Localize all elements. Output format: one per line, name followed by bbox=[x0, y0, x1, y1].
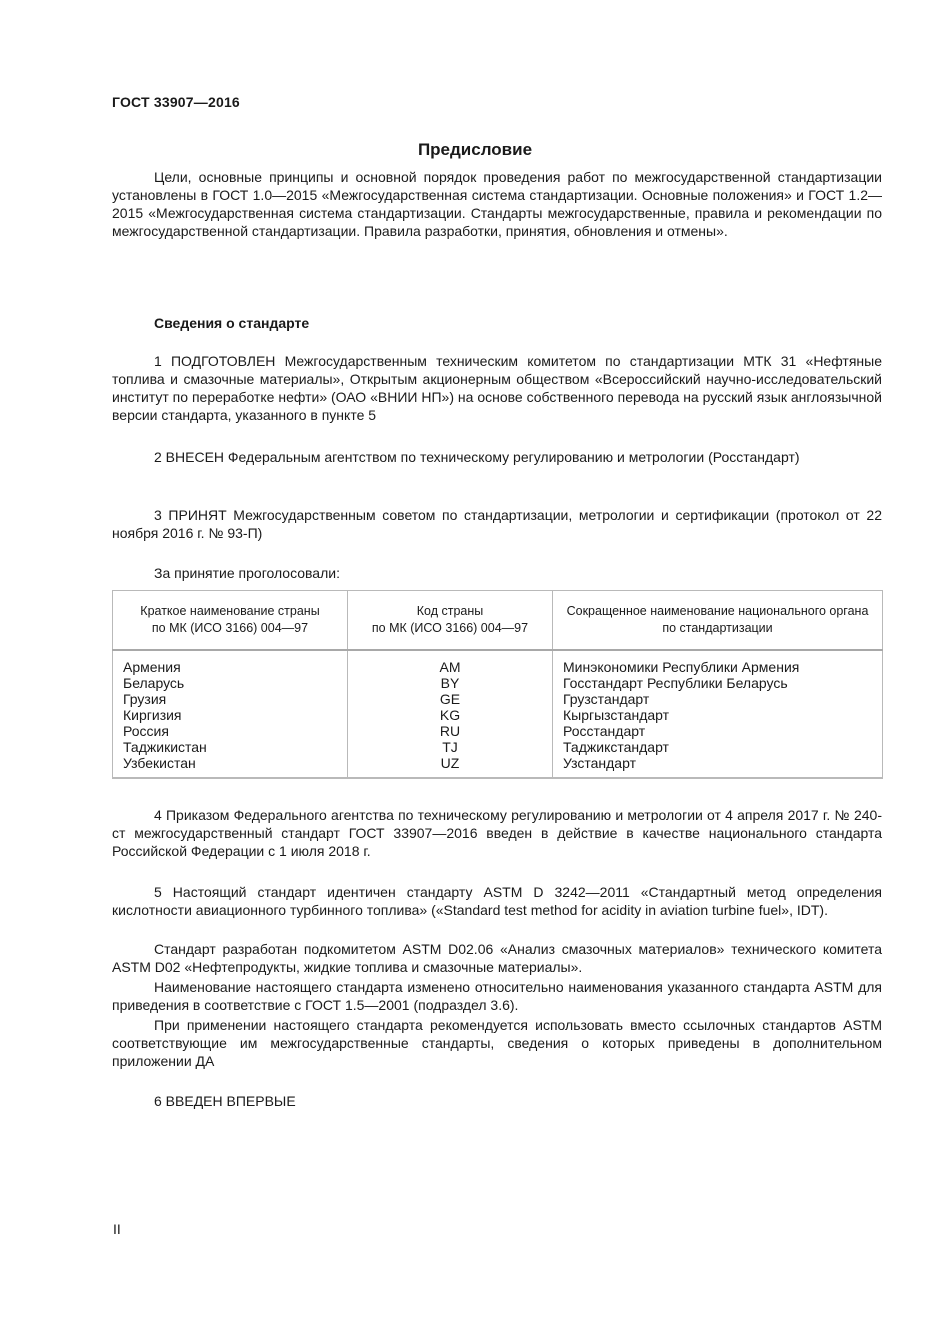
table-cell: Беларусь bbox=[123, 675, 185, 691]
table-cell: BY bbox=[440, 675, 460, 691]
table-cell: Кыргызстандарт bbox=[563, 707, 670, 723]
table-cell: Таджикистан bbox=[123, 739, 207, 755]
item-4-paragraph: 4 Приказом Федерального агентства по техническому регулированию и метрологии от 4 апреля 2017 г. № 240-ст межгосударственный стандарт ГОСТ 33907—2016 введен в действие в качестве национального стандарта Российской Федерации с 1 июля 2018 г. bbox=[112, 807, 882, 859]
country-name-column bbox=[113, 650, 348, 778]
table-cell: UZ bbox=[440, 755, 460, 771]
item-2-paragraph: 2 ВНЕСЕН Федеральным агентством по техническому регулированию и метрологии (Росстандарт) bbox=[154, 449, 800, 465]
page-title: Предисловие bbox=[417, 140, 533, 159]
section-heading: Сведения о стандарте bbox=[154, 315, 310, 331]
item-6-paragraph: 6 ВВЕДЕН ВПЕРВЫЕ bbox=[154, 1093, 296, 1109]
table-cell: Армения bbox=[123, 659, 181, 675]
intro-paragraph: Цели, основные принципы и основной порядок проведения работ по межгосударственной стандартизации установлены в ГОСТ 1.0—2015 «Межгосударственная система стандартизации. Основные положения» и ГОСТ 1.2—2015 «Межгосударственная система стандартизации. Стандарты межгосударственные, правила и рекомендации по межгосударственной стандартизации. Правила разработки, принятия, обновления и отмены». bbox=[112, 169, 882, 239]
table-cell: Госстандарт Республики Беларусь bbox=[563, 675, 788, 691]
voting-countries-table bbox=[112, 590, 883, 779]
table-cell: Таджикстандарт bbox=[563, 739, 669, 755]
header-standards-body: Сокращенное наименование национального органа по стандартизации bbox=[553, 591, 883, 651]
item-5-application-paragraph: При применении настоящего стандарта рекомендуется использовать вместо ссылочных стандартов ASTM соответствующие им межгосударственные стандарты, сведения о которых приведены в дополнительном приложении ДА bbox=[112, 1017, 882, 1069]
page-number: II bbox=[113, 1221, 121, 1237]
voted-label: За принятие проголосовали: bbox=[154, 565, 340, 581]
table-cell: Киргизия bbox=[123, 707, 182, 723]
country-code-column bbox=[348, 650, 553, 778]
table-cell: RU bbox=[439, 723, 461, 739]
table-cell: Россия bbox=[123, 723, 169, 739]
table-body-row bbox=[113, 650, 883, 778]
item-3-paragraph: 3 ПРИНЯТ Межгосударственным советом по стандартизации, метрологии и сертификации (протокол от 22 ноября 2016 г. № 93-П) bbox=[112, 507, 882, 541]
table-cell: KG bbox=[439, 707, 461, 723]
table-cell: Грузстандарт bbox=[563, 691, 650, 707]
table-cell: Узбекистан bbox=[123, 755, 196, 771]
table-cell: TJ bbox=[442, 739, 458, 755]
table-cell: GE bbox=[439, 691, 461, 707]
document-id-header: ГОСТ 33907—2016 bbox=[112, 94, 240, 110]
table-header-row bbox=[113, 591, 883, 651]
table-cell: AM bbox=[439, 659, 461, 675]
table-cell: Минэкономики Республики Армения bbox=[563, 659, 800, 675]
standards-body-column bbox=[553, 650, 883, 778]
table-cell: Узстандарт bbox=[563, 755, 636, 771]
item-5-paragraph: 5 Настоящий стандарт идентичен стандарту ASTM D 3242—2011 «Стандартный метод определения кислотности авиационного турбинного топлива» («Standard test method for acidity in aviation turbine fuel», IDT). bbox=[112, 884, 882, 918]
item-1-paragraph: 1 ПОДГОТОВЛЕН Межгосударственным техническим комитетом по стандартизации МТК 31 «Нефтяные топлива и смазочные материалы», Открытым акционерным обществом «Всероссийский научно-исследовательский институт по переработке нефти» (ОАО «ВНИИ НП») на основе собственного перевода на русский язык англоязычной версии стандарта, указанного в пункте 5 bbox=[112, 353, 882, 423]
header-country-code: Код страны по МК (ИСО 3166) 004—97 bbox=[348, 591, 553, 651]
item-5-name-change-paragraph: Наименование настоящего стандарта изменено относительно наименования указанного стандарта ASTM для приведения в соответствие с ГОСТ 1.5—2001 (подраздел 3.6). bbox=[112, 979, 882, 1013]
table-cell: Росстандарт bbox=[563, 723, 646, 739]
table-cell: Грузия bbox=[123, 691, 167, 707]
header-country-name: Краткое наименование страны по МК (ИСО 3166) 004—97 bbox=[113, 591, 348, 651]
item-5-subcommittee-paragraph: Стандарт разработан подкомитетом ASTM D02.06 «Анализ смазочных материалов» технического комитета ASTM D02 «Нефтепродукты, жидкие топлива и смазочные материалы». bbox=[112, 941, 882, 975]
